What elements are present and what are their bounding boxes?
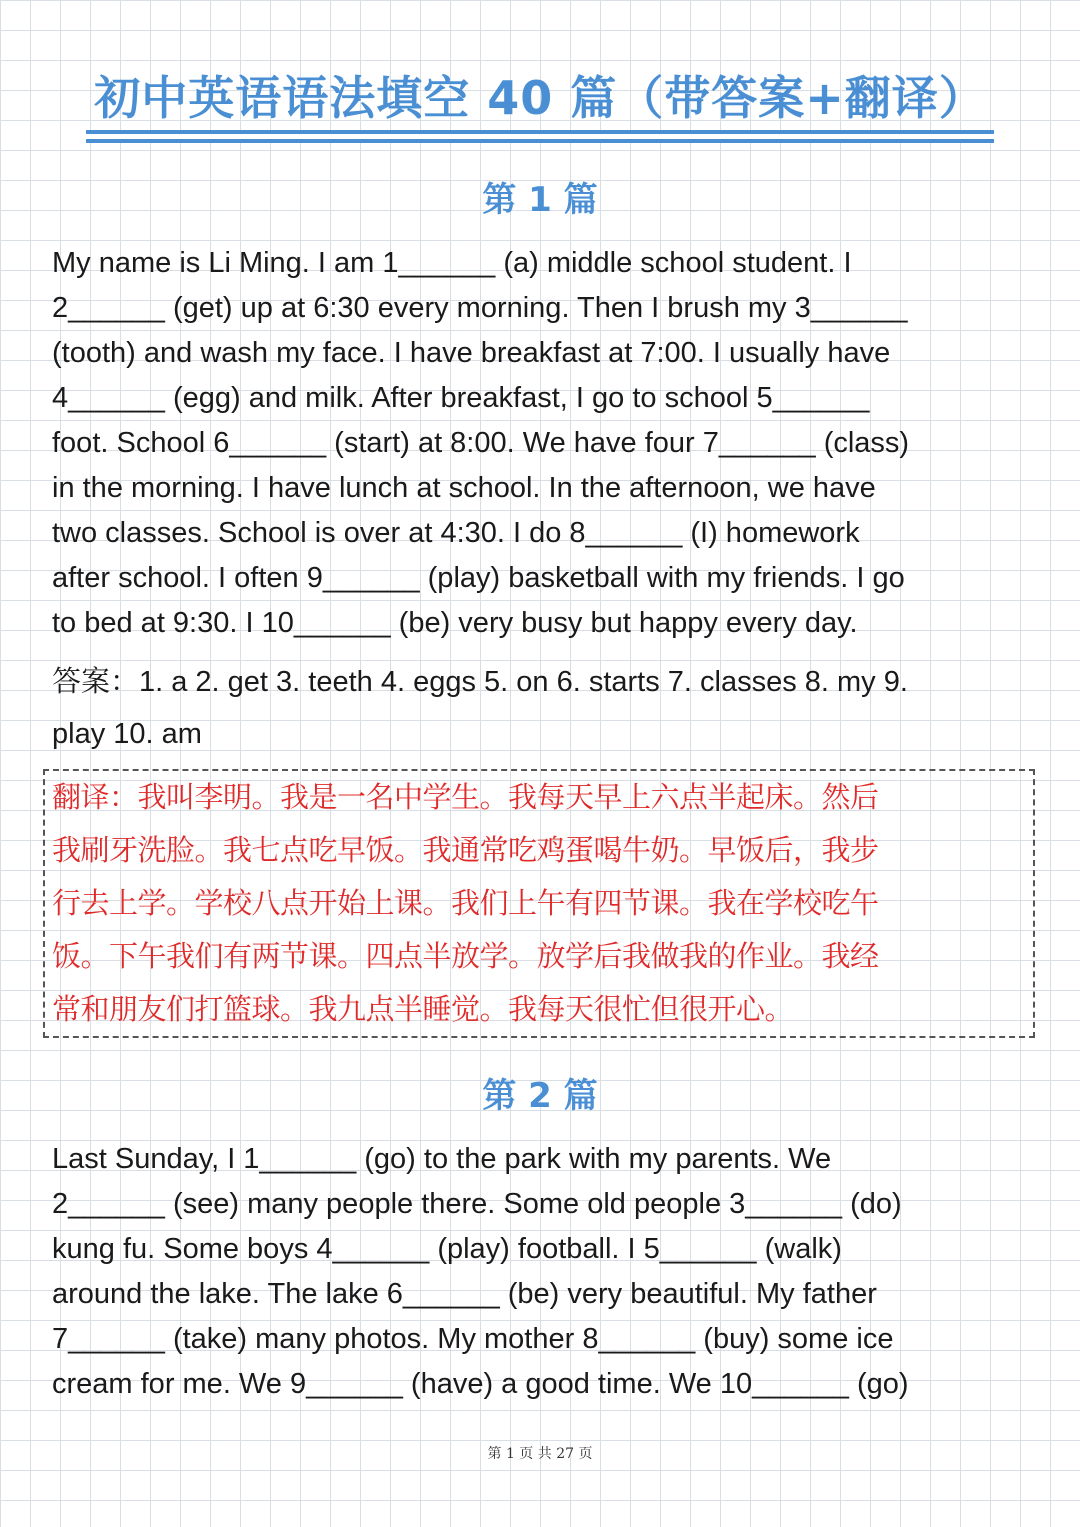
section-2-heading: 第 2 篇	[482, 1076, 598, 1116]
passage-line: foot. School 6______ (start) at 8:00. We have four 7______ (class)	[52, 427, 910, 459]
page-footer: 第 1 页 共 27 页	[487, 1446, 593, 1462]
passage-line: My name is Li Ming. I am 1______ (a) middle school student. I	[52, 247, 852, 279]
passage-line: cream for me. We 9______ (have) a good time. We 10______ (go)	[52, 1368, 909, 1400]
passage-line: 2______ (get) up at 6:30 every morning. Then I brush my 3______	[52, 292, 908, 324]
passage-line: after school. I often 9______ (play) basketball with my friends. I go	[52, 562, 905, 594]
passage-line: to bed at 9:30. I 10______ (be) very busy but happy every day.	[52, 607, 858, 639]
passage-line: 4______ (egg) and milk. After breakfast, I go to school 5______	[52, 382, 870, 414]
section-1-translation	[52, 771, 1022, 1036]
passage-line: 7______ (take) many photos. My mother 8______ (buy) some ice	[52, 1323, 894, 1355]
passage-line: 2______ (see) many people there. Some old people 3______ (do)	[52, 1188, 902, 1220]
passage-line: Last Sunday, I 1______ (go) to the park with my parents. We	[52, 1143, 832, 1175]
passage-line: in the morning. I have lunch at school. In the afternoon, we have	[52, 472, 876, 504]
translation-line: 饭。下午我们有两节课。四点半放学。放学后我做我的作业。我经	[52, 939, 879, 973]
title-wrap	[0, 66, 1080, 134]
page-title: 初中英语语法填空 40 篇（带答案+翻译）	[86, 66, 994, 134]
section-1-passage	[52, 241, 1028, 646]
passage-line: kung fu. Some boys 4______ (play) football. I 5______ (walk)	[52, 1233, 842, 1265]
section-1-answers	[52, 656, 1028, 760]
translation-line: 常和朋友们打篮球。我九点半睡觉。我每天很忙但很开心。	[52, 992, 794, 1026]
section-2-passage	[52, 1137, 1028, 1407]
translation-line: 我刷牙洗脸。我七点吃早饭。我通常吃鸡蛋喝牛奶。早饭后，我步	[52, 833, 879, 867]
answer-line: play 10. am	[52, 718, 202, 750]
passage-line: two classes. School is over at 4:30. I do 8______ (I) homework	[52, 517, 860, 549]
passage-line: (tooth) and wash my face. I have breakfast at 7:00. I usually have	[52, 337, 891, 369]
translation-line: 翻译：我叫李明。我是一名中学生。我每天早上六点半起床。然后	[52, 780, 879, 814]
passage-line: around the lake. The lake 6______ (be) very beautiful. My father	[52, 1278, 877, 1310]
answer-line: 答案：1. a 2. get 3. teeth 4. eggs 5. on 6. starts 7. classes 8. my 9.	[52, 666, 908, 698]
translation-line: 行去上学。学校八点开始上课。我们上午有四节课。我在学校吃午	[52, 886, 879, 920]
section-1-heading: 第 1 篇	[482, 180, 598, 220]
